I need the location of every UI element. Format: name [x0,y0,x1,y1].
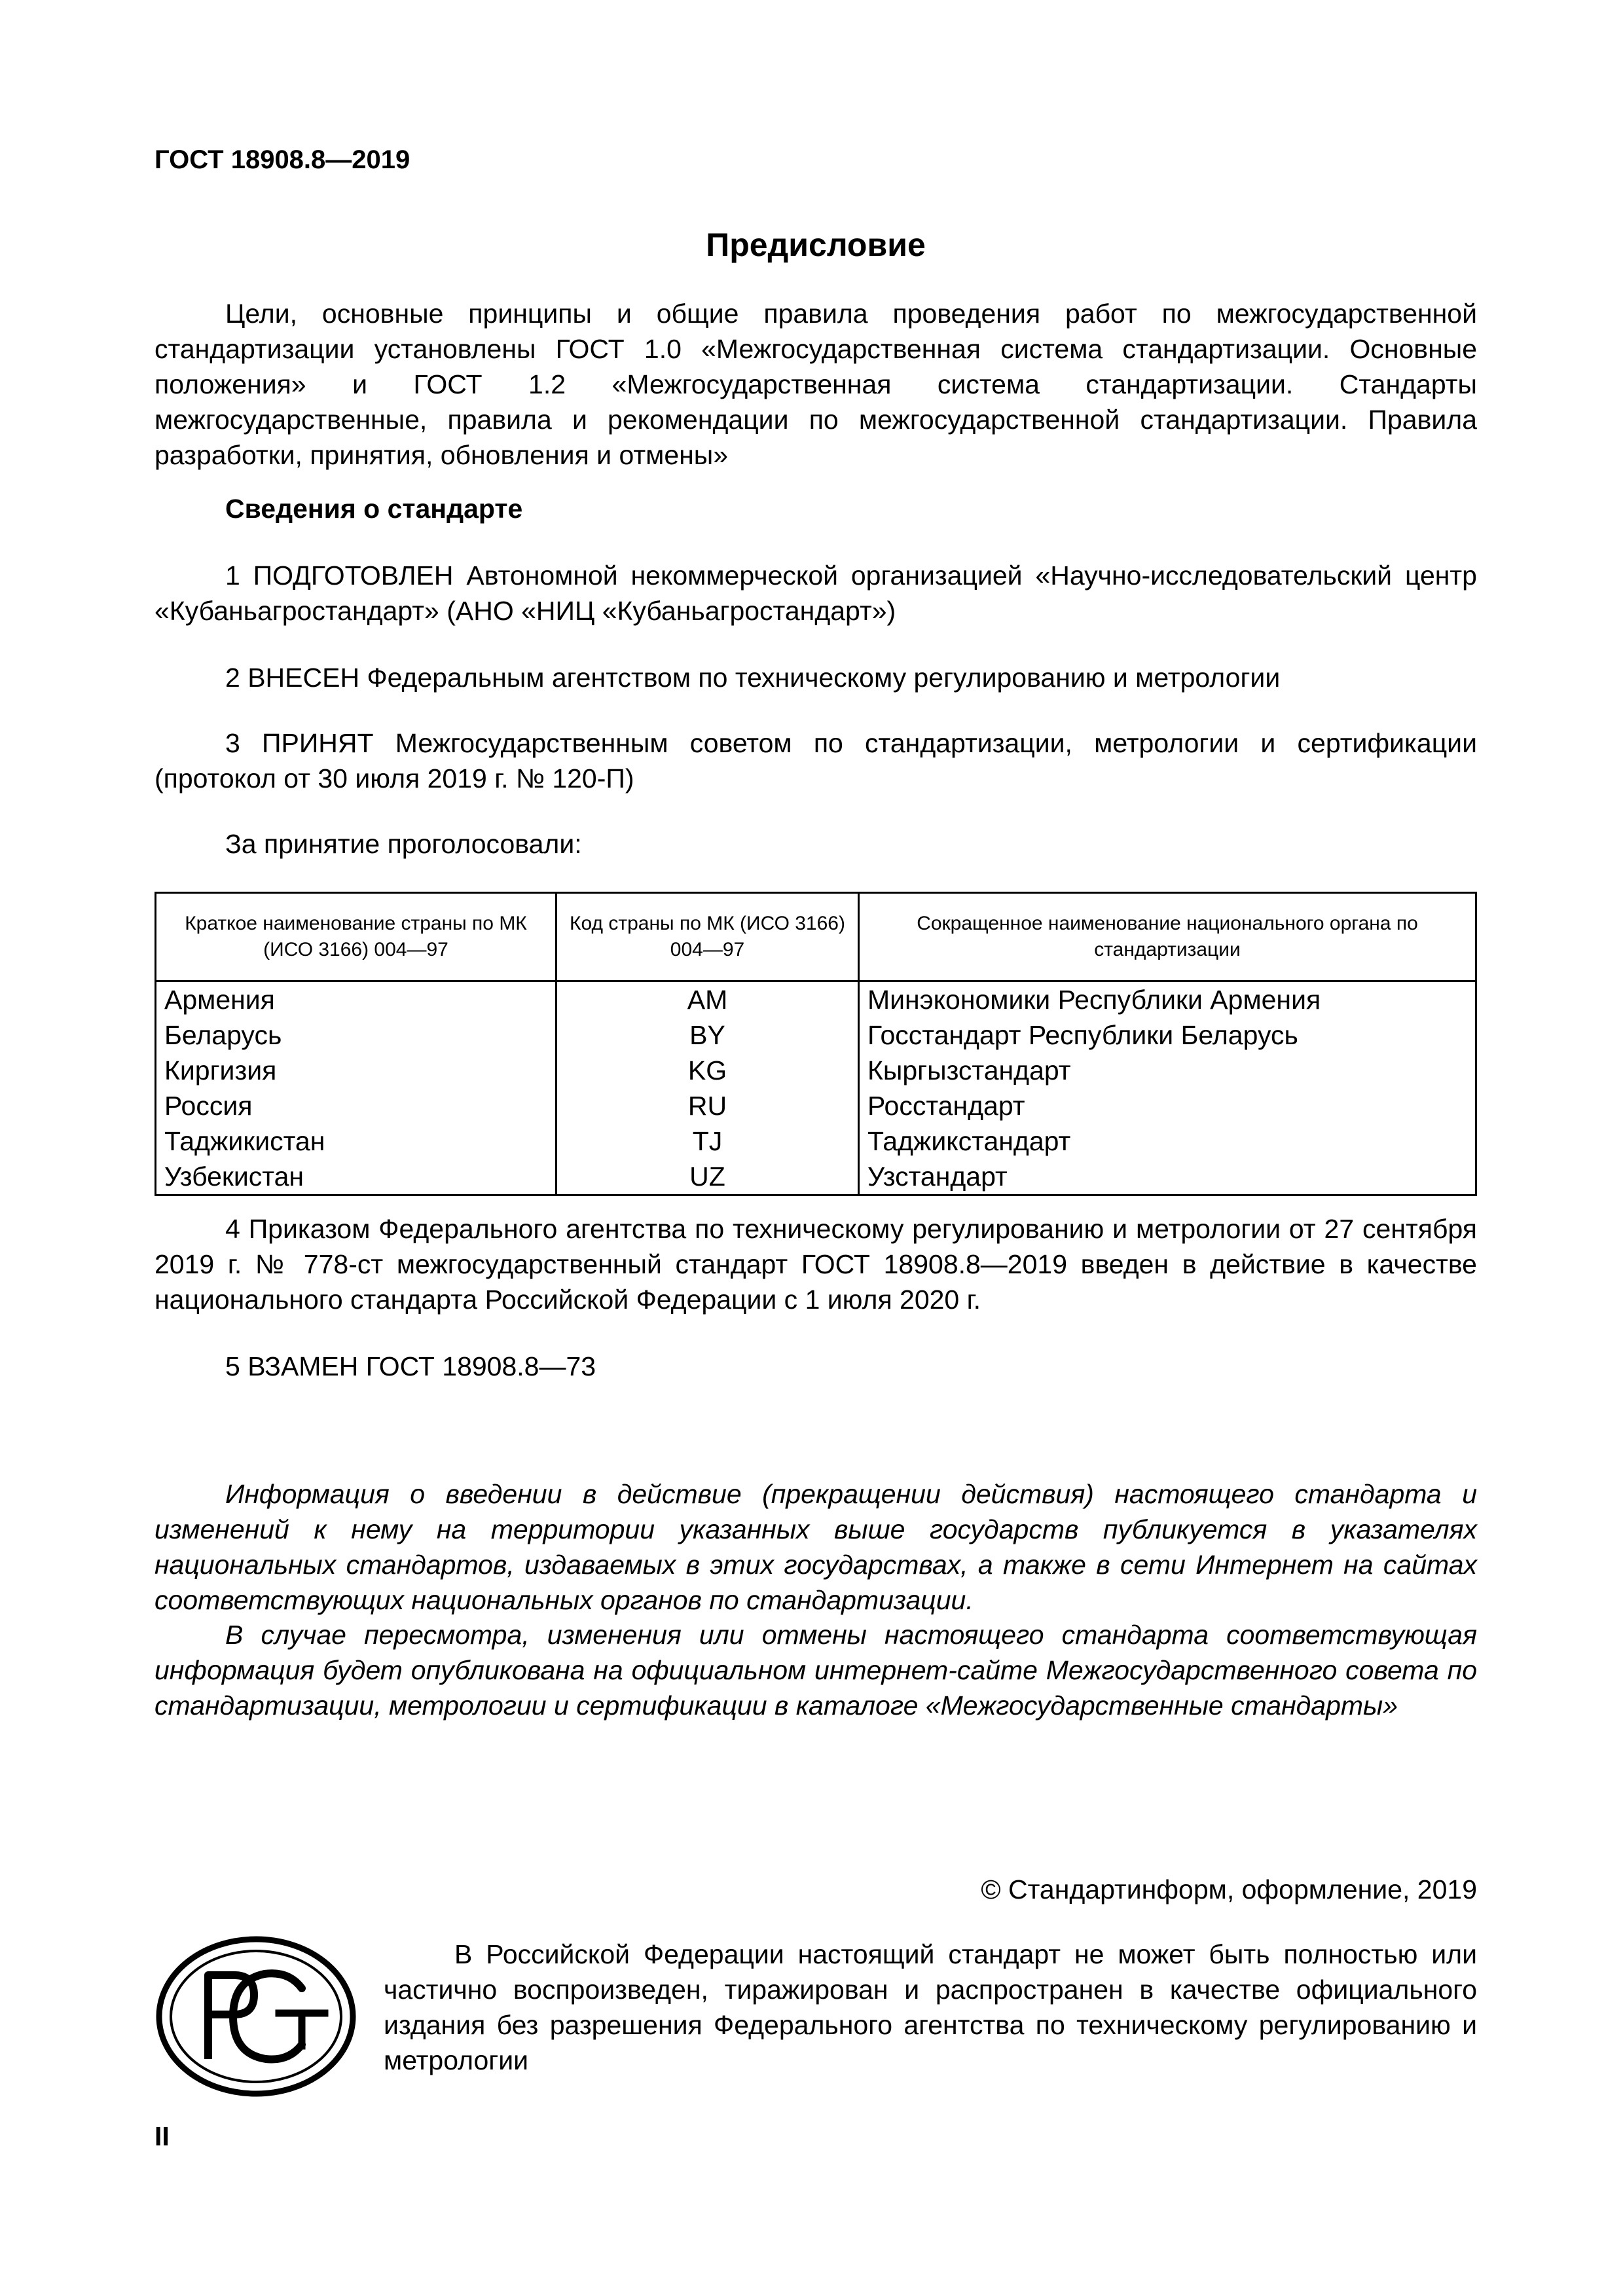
national-body: Узстандарт [859,1159,1476,1195]
page-number: II [155,2121,170,2151]
intro-paragraph: Цели, основные принципы и общие правила проведения работ по межгосударственной стандартизации установлены ГОСТ 1.0 «Межгосударственная система стандартизации. Основные положения» и ГОСТ 1.2 «Межгосударственная система стандартизации. Стандарты межгосударственные, правила и рекомендации по межгосударственной стандартизации. Правила разработки, принятия, обновления и отмены» [155,299,1477,470]
country-code: RU [556,1088,859,1123]
country-name: Узбекистан [156,1159,556,1195]
item-5-replaces: 5 ВЗАМЕН ГОСТ 18908.8—73 [225,1351,596,1381]
country-code: BY [556,1017,859,1053]
info-heading: Сведения о стандарте [225,494,523,524]
country-code: AM [556,981,859,1018]
table-row [156,1123,1476,1159]
header-country-name: Краткое наименование страны по МК (ИСО 3166) 004—97 [156,893,556,981]
table-header-row [156,893,1476,981]
notice-paragraph-2: В случае пересмотра, изменения или отмены настоящего стандарта соответствующая информация будет опубликована на официальном интернет-сайте Межгосударственного совета по стандартизации, метрологии и сертификации в каталоге «Межгосударственные стандарты» [155,1620,1477,1721]
item-4-enacted: 4 Приказом Федерального агентства по техническому регулированию и метрологии от 27 сентября 2019 г. № 778-ст межгосударственный стандарт ГОСТ 18908.8—2019 введен в действие в качестве национального стандарта Российской Федерации с 1 июля 2020 г. [155,1214,1477,1315]
table-row [156,1088,1476,1123]
table-row [156,1053,1476,1088]
country-code: KG [556,1053,859,1088]
item-2-submitted: 2 ВНЕСЕН Федеральным агентством по техническому регулированию и метрологии [225,663,1281,693]
country-name: Киргизия [156,1053,556,1088]
vote-caption: За принятие проголосовали: [225,829,582,859]
country-name: Россия [156,1088,556,1123]
country-code: UZ [556,1159,859,1195]
voting-countries-table [155,892,1477,1196]
rights-notice: В Российской Федерации настоящий стандарт не может быть полностью или частично воспроизведен, тиражирован и распространен в качестве официального издания без разрешения Федерального агентства по техническому регулированию и метрологии [384,1939,1477,2075]
notice-paragraph-1: Информация о введении в действие (прекращении действия) настоящего стандарта и изменений к нему на территории указанных выше государств публикуется в указателях национальных стандартов, издаваемых в этих государствах, а также в сети Интернет на сайтах соответствующих национальных органов по стандартизации. [155,1479,1477,1615]
national-body: Госстандарт Республики Беларусь [859,1017,1476,1053]
national-body: Росстандарт [859,1088,1476,1123]
national-body: Кыргызстандарт [859,1053,1476,1088]
copyright-line: © Стандартинформ, оформление, 2019 [981,1874,1477,1904]
country-code: TJ [556,1123,859,1159]
rst-mark-icon [155,1935,357,2098]
header-national-body: Сокращенное наименование национального органа по стандартизации [859,893,1476,981]
table-row [156,981,1476,1018]
header-country-code: Код страны по МК (ИСО 3166) 004—97 [556,893,859,981]
national-body: Таджикстандарт [859,1123,1476,1159]
table-row [156,1159,1476,1195]
page-title: Предисловие [706,227,926,263]
country-name: Таджикистан [156,1123,556,1159]
item-1-prepared: 1 ПОДГОТОВЛЕН Автономной некоммерческой организацией «Научно-исследовательский центр «Кубаньагростандарт» (АНО «НИЦ «Кубаньагростандарт») [155,560,1477,626]
standard-code: ГОСТ 18908.8—2019 [155,145,410,174]
item-3-adopted: 3 ПРИНЯТ Межгосударственным советом по стандартизации, метрологии и сертификации (протокол от 30 июля 2019 г. № 120-П) [155,728,1477,793]
national-body: Минэкономики Республики Армения [859,981,1476,1018]
table-row [156,1017,1476,1053]
country-name: Беларусь [156,1017,556,1053]
country-name: Армения [156,981,556,1018]
